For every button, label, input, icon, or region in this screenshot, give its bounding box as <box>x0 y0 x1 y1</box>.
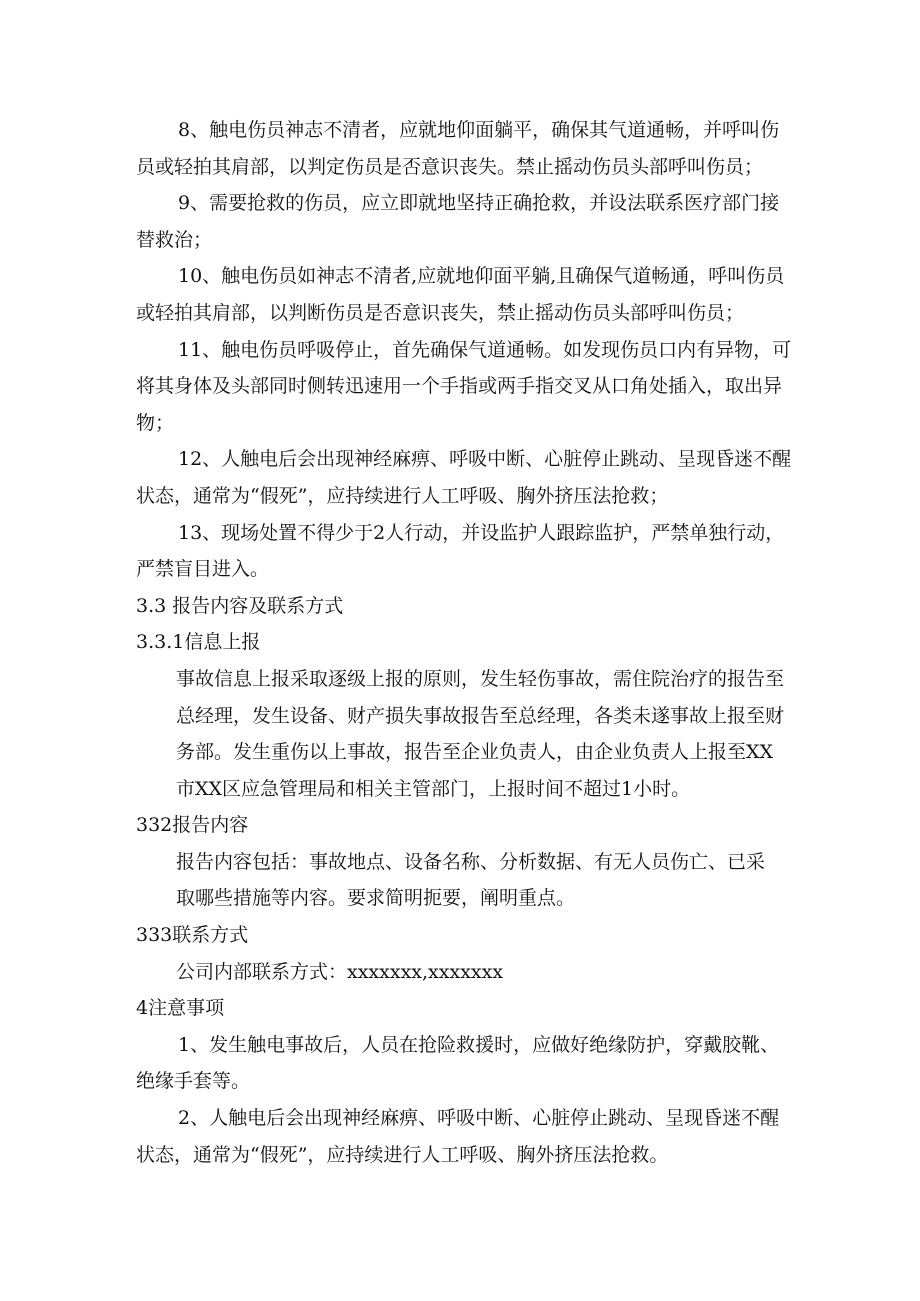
text-line: 员或轻拍其肩部，以判定伤员是否意识丧失。禁止摇动伤员头部呼叫伤员； <box>136 155 764 178</box>
text-line: 10、触电伤员如神志不清者,应就地仰面平躺,且确保气道畅通，呼叫伤员 <box>178 265 785 288</box>
text-line: 将其身体及头部同时侧转迅速用一个手指或两手指交叉从口角处插入，取出异 <box>136 375 783 398</box>
text-line: 状态，通常为“假死”，应持续进行人工呼吸、胸外挤压法抢救。 <box>136 1143 669 1166</box>
subsection-heading: 3.3.1信息上报 <box>136 631 261 654</box>
section-heading: 3.3 报告内容及联系方式 <box>136 594 344 617</box>
text-line: 取哪些措施等内容。要求简明扼要，阐明重点。 <box>176 887 576 910</box>
text-line: 或轻拍其肩部，以判断伤员是否意识丧失，禁止摇动伤员头部呼叫伤员； <box>136 301 745 324</box>
text-line: 8、触电伤员神志不清者，应就地仰面躺平，确保其气道通畅，并呼叫伤 <box>178 119 780 141</box>
text-line: 公司内部联系方式：xxxxxxx,xxxxxxx <box>176 960 504 983</box>
text-line: 务部。发生重伤以上事故，报告至企业负责人，由企业负责人上报至XX <box>176 741 774 764</box>
text-line: 9、需要抢救的伤员，应立即就地坚持正确抢救，并设法联系医疗部门接 <box>178 192 780 215</box>
text-line: 严禁盲目进入。 <box>136 558 270 581</box>
text-line: 总经理，发生设备、财产损失事故报告至总经理，各类未遂事故上报至财 <box>176 704 785 727</box>
text-line: 替救治； <box>136 228 213 251</box>
subsection-heading: 332报告内容 <box>136 814 249 837</box>
document-body <box>136 112 826 1173</box>
subsection-heading: 333联系方式 <box>136 924 249 947</box>
text-line: 13、现场处置不得少于2人行动，并设监护人跟踪监护，严禁单独行动， <box>178 521 785 544</box>
text-line: 市XX区应急管理局和相关主管部门，上报时间不超过1小时。 <box>176 777 691 800</box>
text-line: 状态，通常为“假死”，应持续进行人工呼吸、胸外挤压法抢救； <box>136 484 669 507</box>
text-line: 物； <box>136 411 175 434</box>
text-line: 绝缘手套等。 <box>136 1070 251 1093</box>
text-line: 1、发生触电事故后，人员在抢险救援时，应做好绝缘防护，穿戴胶靴、 <box>178 1033 780 1056</box>
text-line: 事故信息上报采取逐级上报的原则，发生轻伤事故，需住院治疗的报告至 <box>176 667 785 690</box>
text-line: 12、人触电后会出现神经麻痹、呼吸中断、心脏停止跳动、呈现昏迷不醒 <box>178 448 792 471</box>
section-heading: 4注意事项 <box>136 997 225 1020</box>
text-line: 2、人触电后会出现神经麻痹、呼吸中断、心脏停止跳动、呈现昏迷不醒 <box>178 1107 780 1130</box>
text-line: 11、触电伤员呼吸停止，首先确保气道通畅。如发现伤员口内有异物，可 <box>178 338 792 361</box>
text-line: 报告内容包括：事故地点、设备名称、分析数据、有无人员伤亡、已采 <box>176 850 766 873</box>
